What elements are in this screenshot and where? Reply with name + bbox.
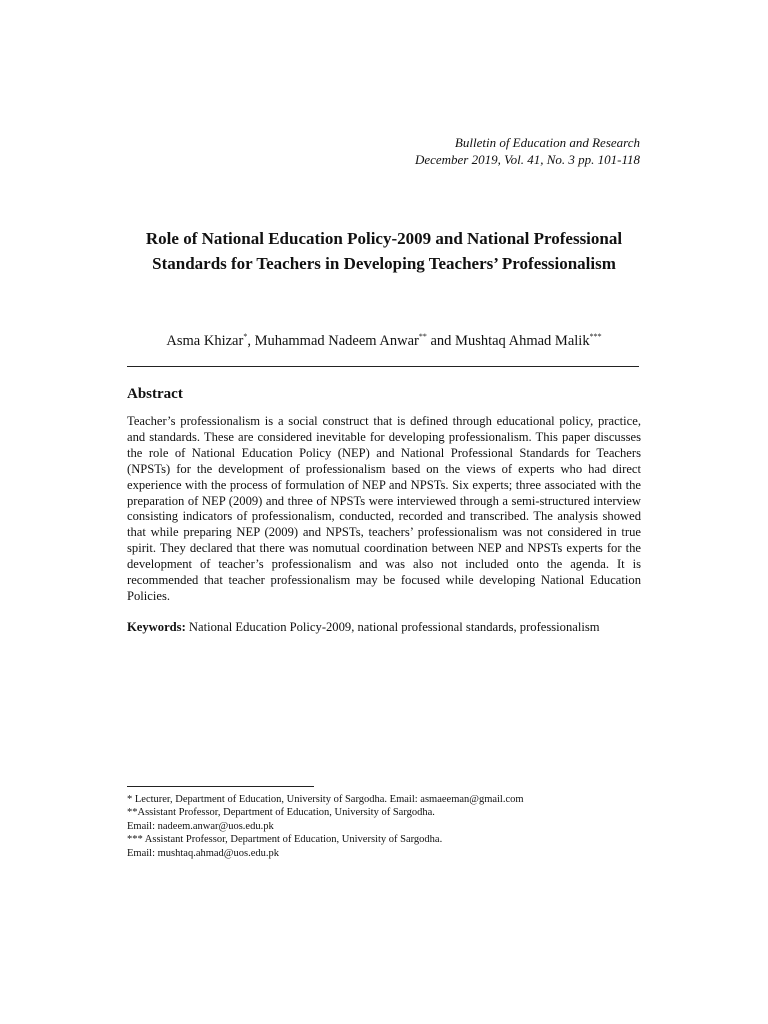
title-line-2: Standards for Teachers in Developing Teachers’ Professionalism: [152, 254, 616, 273]
footnote-line: **Assistant Professor, Department of Education, University of Sargodha.: [127, 807, 435, 819]
author-footnote-mark: **: [418, 332, 427, 342]
journal-name: Bulletin of Education and Research: [454, 135, 640, 150]
keywords-label: Keywords:: [127, 620, 186, 634]
journal-header: [415, 134, 640, 168]
author-separator: ,: [247, 333, 255, 349]
author-footnote-mark: *: [243, 332, 248, 342]
author-name: Muhammad Nadeem Anwar: [254, 333, 419, 349]
footnote-line: * Lecturer, Department of Education, University of Sargodha. Email: asmaeeman@gmail.com: [127, 794, 524, 805]
keywords-text: National Education Policy-2009, national professional standards, professionalism: [185, 620, 600, 634]
paper-title: [127, 226, 641, 276]
abstract-text: Teacher’s professionalism is a social construct that is defined through educational policy, practice, and standards. These are considered inevitable for developing professionalism. This paper discusses the role of National Education Policy (NEP) and National Professional Standards for Teachers (NPSTs) for the development of professionalism based on the views of experts who had direct experience with the process of formulation of NEP and NPSTs. Six experts; three associated with the preparation of NEP (2009) and three of NPSTs were interviewed through a semi-structured interview consisting indicators of professionalism, conducted, recorded and transcribed. The analysis showed that while preparing NEP (2009) and NPSTs, teachers’ professionalism was not considered in true spirit. They declared that there was nomutual coordination between NEP and NPSTs experts for the development of teacher’s professionalism and was also not included onto the agenda. It is recommended that teacher professionalism may be focused while developing National Education Policies.: [127, 414, 641, 603]
title-line-1: Role of National Education Policy-2009 and National Professional: [145, 229, 623, 248]
author-name: Asma Khizar: [166, 333, 244, 349]
footnote-line: Email: nadeem.anwar@uos.edu.pk: [127, 820, 274, 832]
footnote-line: Email: mushtaq.ahmad@uos.edu.pk: [127, 847, 279, 859]
issue-info: December 2019, Vol. 41, No. 3 pp. 101-118: [414, 152, 640, 167]
author-name: Mushtaq Ahmad Malik: [455, 333, 590, 349]
author-footnote-mark: ***: [589, 332, 602, 342]
author-list: [127, 332, 641, 350]
author-divider: [127, 366, 639, 367]
footnote-divider: [127, 786, 314, 787]
footnotes: [127, 793, 524, 860]
keywords: [127, 619, 641, 635]
author-separator: and: [426, 333, 456, 349]
footnote-line: *** Assistant Professor, Department of Education, University of Sargodha.: [127, 834, 443, 846]
abstract-heading: Abstract: [127, 386, 183, 402]
